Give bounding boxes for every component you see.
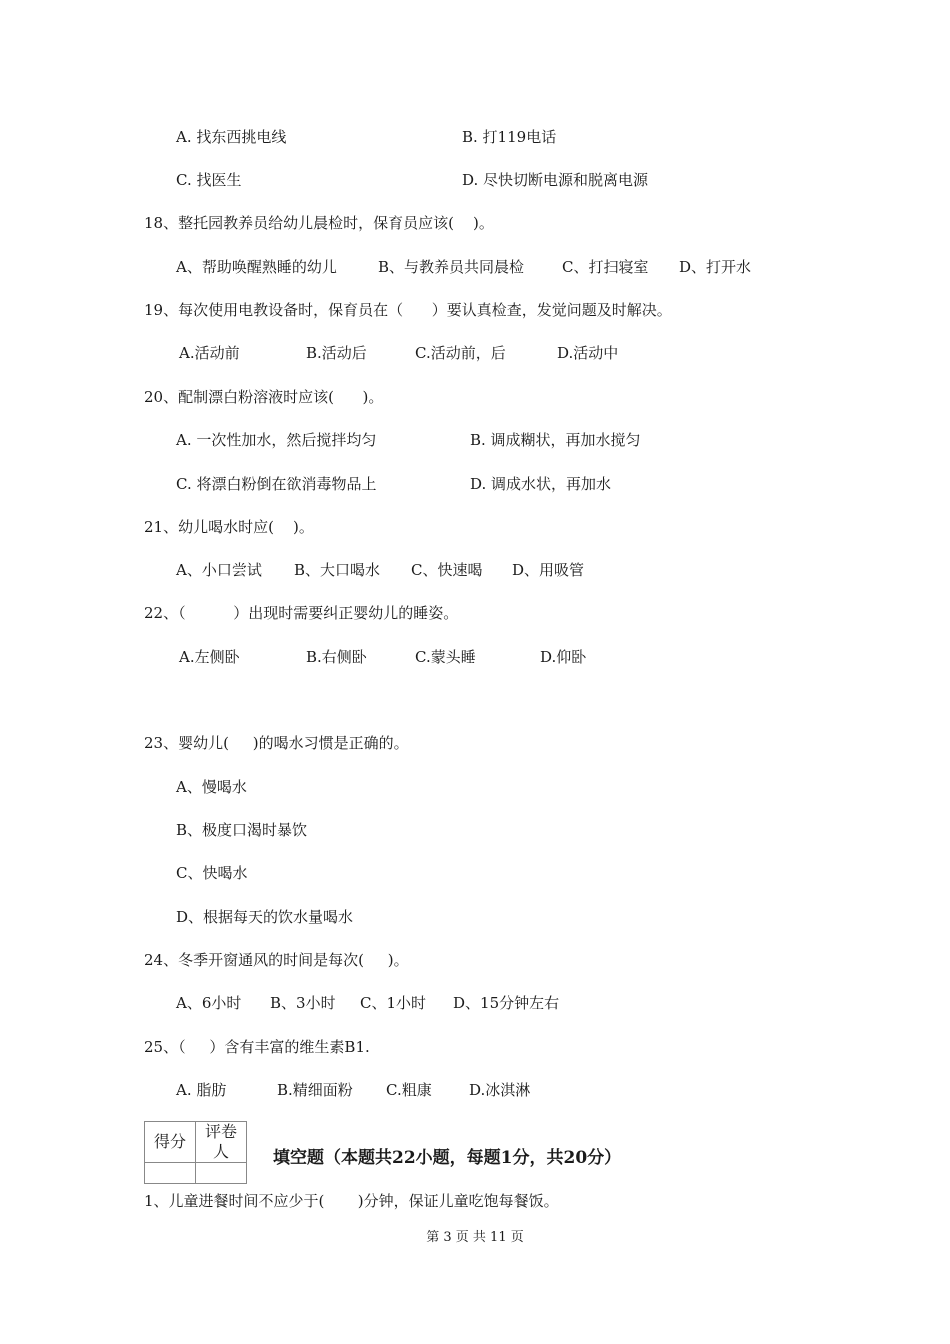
score-cell bbox=[145, 1163, 196, 1184]
q18-option-c: C、打扫寝室 bbox=[562, 258, 649, 276]
q22-option-a: A.左侧卧 bbox=[179, 648, 240, 666]
q24-stem: 24、冬季开窗通风的时间是每次( )。 bbox=[144, 951, 409, 969]
q25-option-a: A. 脂肪 bbox=[176, 1081, 227, 1099]
q21-option-b: B、大口喝水 bbox=[294, 561, 381, 579]
q23-option-a: A、慢喝水 bbox=[176, 778, 247, 796]
q19-option-b: B.活动后 bbox=[306, 344, 367, 362]
section-title: 填空题（本题共22小题，每题1分，共20分） bbox=[273, 1148, 622, 1168]
q20-option-a: A. 一次性加水，然后搅拌均匀 bbox=[176, 431, 377, 449]
q19-option-c: C.活动前，后 bbox=[415, 344, 506, 362]
q23-option-c: C、快喝水 bbox=[176, 864, 248, 882]
q24-option-b: B、3小时 bbox=[270, 994, 336, 1012]
q21-option-d: D、用吸管 bbox=[512, 561, 585, 579]
q23-stem: 23、婴幼儿( )的喝水习惯是正确的。 bbox=[144, 734, 409, 752]
q23-option-d: D、根据每天的饮水量喝水 bbox=[176, 908, 354, 926]
q22-option-c: C.蒙头睡 bbox=[415, 648, 476, 666]
fill-q1-stem: 1、儿童进餐时间不应少于( )分钟，保证儿童吃饱每餐饭。 bbox=[144, 1192, 559, 1210]
q20-option-c: C. 将漂白粉倒在欲消毒物品上 bbox=[176, 475, 377, 493]
q18-option-b: B、与教养员共同晨检 bbox=[378, 258, 525, 276]
q17-option-d: D. 尽快切断电源和脱离电源 bbox=[462, 171, 649, 189]
q18-option-d: D、打开水 bbox=[679, 258, 752, 276]
grader-header: 评卷人 bbox=[196, 1122, 247, 1163]
q19-option-a: A.活动前 bbox=[179, 344, 240, 362]
q21-option-a: A、小口尝试 bbox=[176, 561, 262, 579]
q25-stem: 25、（ ）含有丰富的维生素B1. bbox=[144, 1038, 370, 1056]
q24-option-c: C、1小时 bbox=[360, 994, 427, 1012]
q19-stem: 19、每次使用电教设备时，保育员在（ ）要认真检查，发觉问题及时解决。 bbox=[144, 301, 672, 319]
grader-cell bbox=[196, 1163, 247, 1184]
score-header: 得分 bbox=[145, 1122, 196, 1163]
q24-option-d: D、15分钟左右 bbox=[453, 994, 560, 1012]
q20-option-d: D. 调成水状，再加水 bbox=[470, 475, 612, 493]
q22-stem: 22、（ ）出现时需要纠正婴幼儿的睡姿。 bbox=[144, 604, 459, 622]
q23-option-b: B、极度口渴时暴饮 bbox=[176, 821, 308, 839]
page-footer: 第 3 页 共 11 页 bbox=[426, 1230, 524, 1245]
q18-stem: 18、整托园教养员给幼儿晨检时，保育员应该( )。 bbox=[144, 214, 494, 232]
q17-option-b: B. 打119电话 bbox=[462, 128, 557, 146]
q25-option-d: D.冰淇淋 bbox=[469, 1081, 531, 1099]
q22-option-b: B.右侧卧 bbox=[306, 648, 367, 666]
q25-option-b: B.精细面粉 bbox=[277, 1081, 353, 1099]
q18-option-a: A、帮助唤醒熟睡的幼儿 bbox=[176, 258, 337, 276]
q21-option-c: C、快速喝 bbox=[411, 561, 483, 579]
q25-option-c: C.粗康 bbox=[386, 1081, 432, 1099]
q21-stem: 21、幼儿喝水时应( )。 bbox=[144, 518, 314, 536]
q22-option-d: D.仰卧 bbox=[540, 648, 587, 666]
score-table bbox=[144, 1121, 247, 1184]
q19-option-d: D.活动中 bbox=[557, 344, 619, 362]
q24-option-a: A、6小时 bbox=[176, 994, 242, 1012]
q20-option-b: B. 调成糊状，再加水搅匀 bbox=[470, 431, 641, 449]
q20-stem: 20、配制漂白粉溶液时应该( )。 bbox=[144, 388, 384, 406]
q17-option-c: C. 找医生 bbox=[176, 171, 242, 189]
q17-option-a: A. 找东西挑电线 bbox=[176, 128, 287, 146]
